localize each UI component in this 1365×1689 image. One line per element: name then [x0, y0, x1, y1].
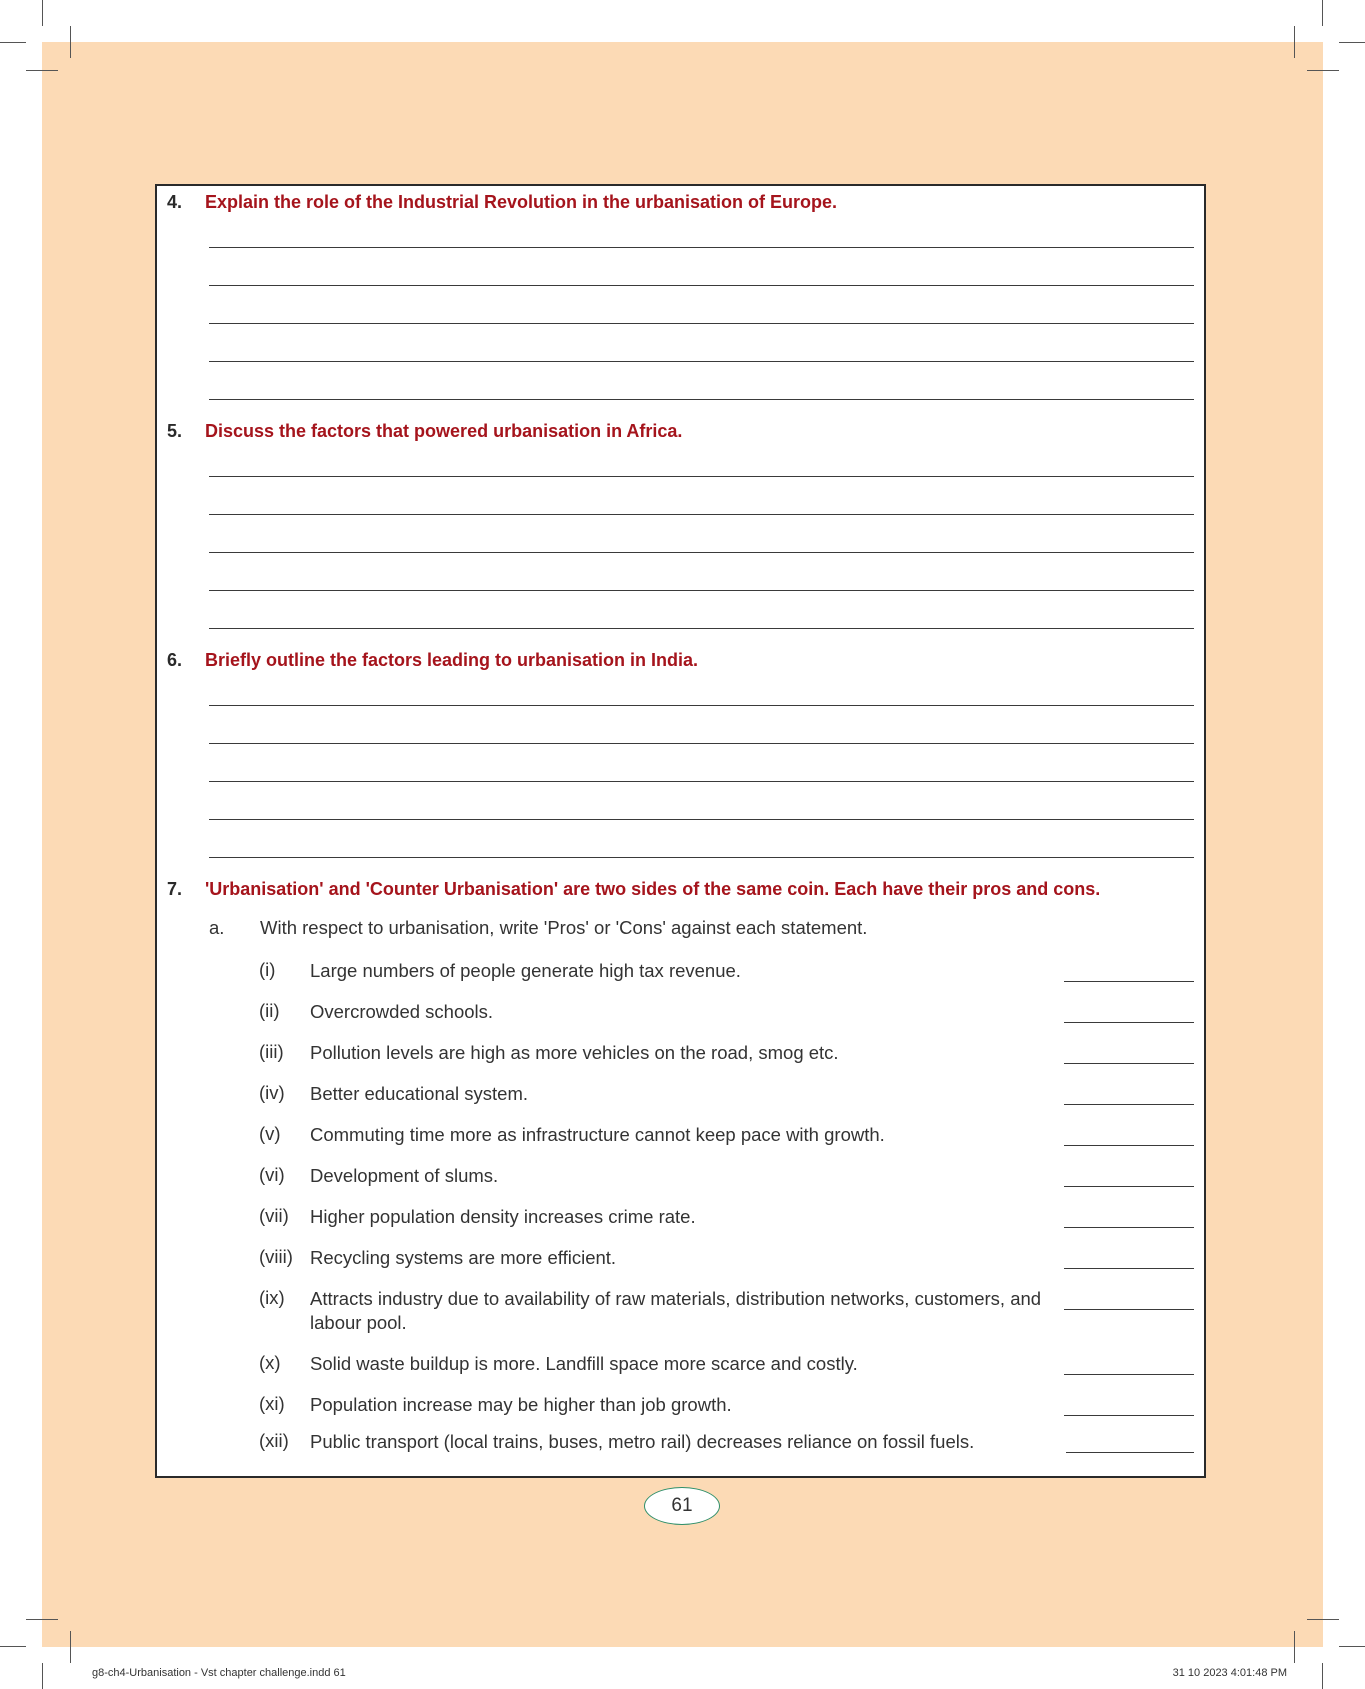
- crop-mark: [1339, 42, 1365, 43]
- statement-text: Attracts industry due to availability of raw materials, distribution networks, customers, and labour pool.: [310, 1288, 1042, 1333]
- answer-line[interactable]: [209, 285, 1194, 286]
- answer-blank[interactable]: [1064, 981, 1194, 982]
- answer-line[interactable]: [209, 819, 1194, 820]
- question-text: 'Urbanisation' and 'Counter Urbanisation' are two sides of the same coin. Each have their pros and cons.: [205, 879, 1101, 899]
- answer-line[interactable]: [209, 781, 1194, 782]
- sub-question-label: a.: [209, 917, 225, 938]
- statement-number: (vi): [259, 1164, 285, 1185]
- statement-text: Development of slums.: [310, 1165, 499, 1186]
- question-number: 4.: [167, 192, 183, 212]
- crop-mark: [70, 1631, 71, 1663]
- crop-mark: [0, 42, 26, 43]
- crop-mark: [26, 1619, 58, 1620]
- answer-blank[interactable]: [1064, 1022, 1194, 1023]
- statement-number: (xii): [259, 1430, 289, 1451]
- statement-text: Better educational system.: [310, 1083, 528, 1104]
- answer-blank[interactable]: [1064, 1063, 1194, 1064]
- footer-timestamp: 31 10 2023 4:01:48 PM: [1172, 1667, 1287, 1679]
- answer-blank[interactable]: [1064, 1186, 1194, 1187]
- answer-blank[interactable]: [1064, 1145, 1194, 1146]
- statement-number: (viii): [259, 1246, 293, 1267]
- page-number: 61: [644, 1487, 720, 1525]
- statement-text: Overcrowded schools.: [310, 1001, 494, 1022]
- statement-text: Higher population density increases crime rate.: [310, 1206, 696, 1227]
- answer-line[interactable]: [209, 590, 1194, 591]
- crop-mark: [1322, 0, 1323, 26]
- answer-line[interactable]: [209, 552, 1194, 553]
- statement-number: (vii): [259, 1205, 289, 1226]
- statement-text: Recycling systems are more efficient.: [310, 1247, 617, 1268]
- answer-line[interactable]: [209, 857, 1194, 858]
- statement-text: Pollution levels are high as more vehicles on the road, smog etc.: [310, 1042, 839, 1063]
- crop-mark: [0, 1646, 26, 1647]
- crop-mark: [26, 70, 58, 71]
- question-text: Explain the role of the Industrial Revolution in the urbanisation of Europe.: [205, 192, 838, 212]
- crop-mark: [1294, 1631, 1295, 1663]
- answer-line[interactable]: [209, 705, 1194, 706]
- statement-number: (ix): [259, 1287, 285, 1308]
- crop-mark: [1339, 1646, 1365, 1647]
- question-number: 6.: [167, 650, 183, 670]
- question-6: [167, 650, 698, 671]
- answer-line[interactable]: [209, 628, 1194, 629]
- statement-text: Public transport (local trains, buses, metro rail) decreases reliance on fossil fuels.: [310, 1431, 975, 1452]
- crop-mark: [42, 0, 43, 26]
- statement-number: (v): [259, 1123, 281, 1144]
- crop-mark: [42, 1663, 43, 1689]
- question-text: Discuss the factors that powered urbanisation in Africa.: [205, 421, 683, 441]
- crop-mark: [1307, 70, 1339, 71]
- answer-blank[interactable]: [1064, 1309, 1194, 1310]
- statement-text: Population increase may be higher than job growth.: [310, 1394, 732, 1415]
- statement-text: Commuting time more as infrastructure cannot keep pace with growth.: [310, 1124, 885, 1145]
- crop-mark: [1307, 1619, 1339, 1620]
- answer-blank[interactable]: [1064, 1374, 1194, 1375]
- answer-blank[interactable]: [1066, 1452, 1194, 1453]
- question-text: Briefly outline the factors leading to urbanisation in India.: [205, 650, 699, 670]
- footer-file-info: g8-ch4-Urbanisation - Vst chapter challenge.indd 61: [92, 1667, 346, 1679]
- answer-blank[interactable]: [1064, 1268, 1194, 1269]
- answer-line[interactable]: [209, 514, 1194, 515]
- answer-blank[interactable]: [1064, 1415, 1194, 1416]
- question-5: [167, 421, 682, 442]
- statement-text: Solid waste buildup is more. Landfill space more scarce and costly.: [310, 1353, 858, 1374]
- answer-line[interactable]: [209, 743, 1194, 744]
- answer-blank[interactable]: [1064, 1104, 1194, 1105]
- statement-number: (xi): [259, 1393, 285, 1414]
- crop-mark: [70, 26, 71, 58]
- question-number: 7.: [167, 879, 183, 899]
- worksheet-box: [155, 184, 1206, 1478]
- statement-number: (iv): [259, 1082, 285, 1103]
- answer-line[interactable]: [209, 399, 1194, 400]
- answer-blank[interactable]: [1064, 1227, 1194, 1228]
- answer-line[interactable]: [209, 247, 1194, 248]
- crop-mark: [1294, 26, 1295, 58]
- statement-number: (iii): [259, 1041, 284, 1062]
- statement-number: (i): [259, 959, 276, 980]
- answer-line[interactable]: [209, 476, 1194, 477]
- question-number: 5.: [167, 421, 183, 441]
- question-7: [167, 879, 1100, 900]
- question-4: [167, 192, 837, 213]
- statement-number: (x): [259, 1352, 281, 1373]
- crop-mark: [1322, 1663, 1323, 1689]
- answer-line[interactable]: [209, 323, 1194, 324]
- answer-line[interactable]: [209, 361, 1194, 362]
- sub-question-text: With respect to urbanisation, write 'Pros' or 'Cons' against each statement.: [260, 917, 868, 938]
- sub-question-a: [209, 917, 867, 939]
- statement-number: (ii): [259, 1000, 280, 1021]
- statement-text: Large numbers of people generate high tax revenue.: [310, 960, 741, 981]
